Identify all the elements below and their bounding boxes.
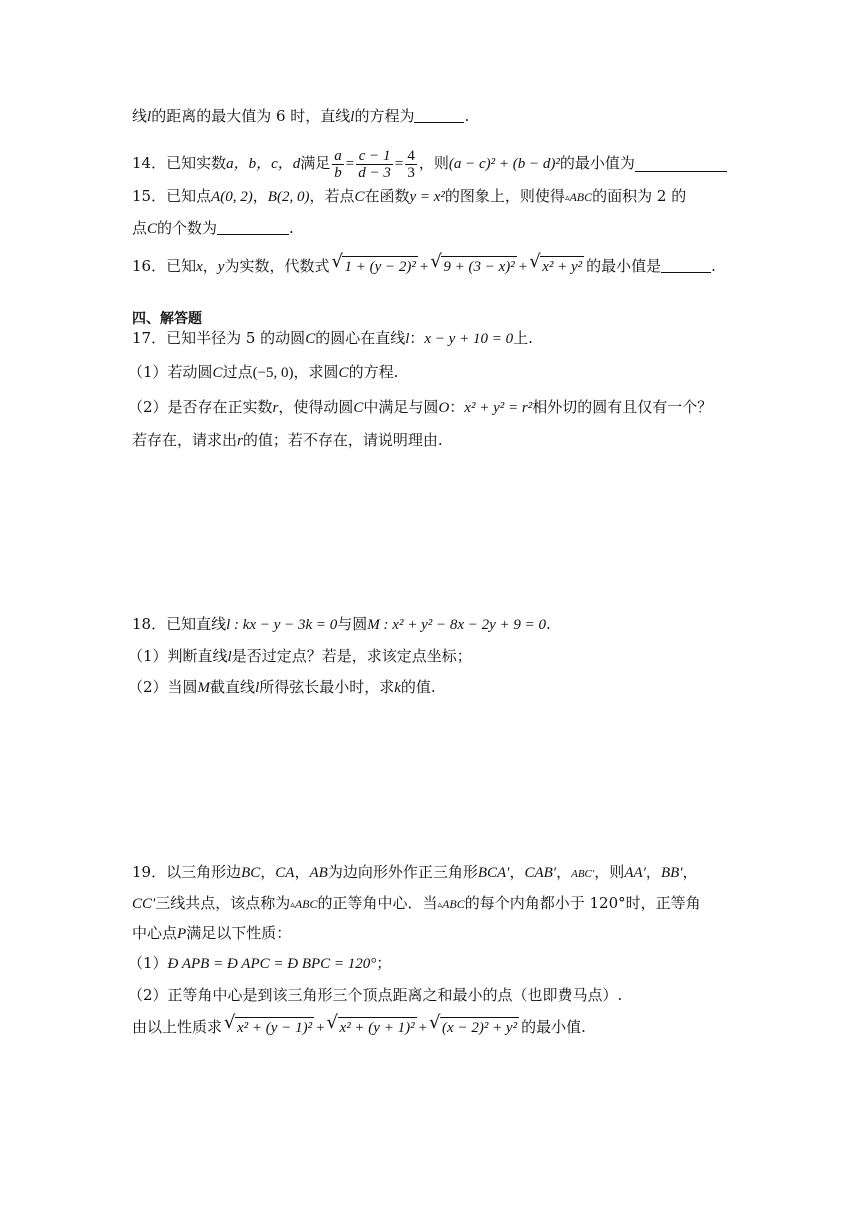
answer-blank bbox=[661, 258, 711, 273]
text: ： bbox=[449, 398, 465, 416]
question-19-line-3 bbox=[132, 923, 291, 944]
point-c: C bbox=[354, 189, 365, 205]
text: 已知 bbox=[166, 257, 197, 275]
question-18 bbox=[132, 614, 551, 635]
plus: + bbox=[316, 1020, 325, 1036]
question-15-line-1 bbox=[132, 186, 686, 208]
point-p: P bbox=[177, 926, 187, 942]
text: 为实数，代数式 bbox=[224, 257, 330, 275]
comma: ， bbox=[645, 863, 661, 881]
comma: ， bbox=[260, 863, 276, 881]
circle-c: C bbox=[212, 365, 223, 381]
text: ： bbox=[409, 329, 425, 347]
text: ，若点 bbox=[309, 187, 355, 205]
answer-blank bbox=[414, 108, 464, 123]
text: 截直线 bbox=[210, 678, 256, 696]
var-k: k bbox=[394, 680, 401, 696]
circle-equation: M : x² + y² − 8x − 2y + 9 = 0 bbox=[367, 617, 547, 633]
fraction-4-3: $\frac{4}{3}$ bbox=[407, 147, 415, 181]
text: 的最小值是 bbox=[586, 257, 662, 275]
point: (−5, 0) bbox=[252, 365, 294, 381]
text: 所得弦长最小时，求 bbox=[259, 678, 395, 696]
var-y: y bbox=[217, 259, 225, 275]
text: 的方程为 bbox=[354, 107, 415, 125]
text: . bbox=[546, 615, 551, 633]
var-r: r bbox=[272, 400, 279, 416]
text: 点 bbox=[132, 219, 148, 237]
triangle-icon: ▵ bbox=[564, 193, 570, 203]
text: 过点 bbox=[222, 363, 253, 381]
triangle-name: ABC bbox=[569, 190, 593, 204]
radical-1: √ 1 + (y − 2)² bbox=[331, 251, 416, 275]
var-x: x bbox=[196, 259, 203, 275]
side-bc: BC bbox=[241, 865, 261, 881]
text: 的面积为 2 的 bbox=[592, 187, 687, 205]
triangle-icon: ▵ bbox=[437, 900, 443, 910]
var-l: l bbox=[255, 680, 260, 696]
text: 相外切的圆有且仅有一个？ bbox=[532, 398, 713, 416]
text: （1） bbox=[128, 954, 168, 972]
question-15-line-2 bbox=[132, 218, 294, 239]
text: 若存在，请求出 bbox=[132, 431, 238, 449]
segment-bb: BB′ bbox=[660, 865, 683, 881]
question-number: 19． bbox=[132, 863, 167, 881]
plus: + bbox=[419, 259, 429, 275]
text: 上. bbox=[513, 329, 533, 347]
comma: ， bbox=[202, 257, 218, 275]
question-18-part-2 bbox=[128, 677, 436, 698]
line-equation: x − y + 10 = 0 bbox=[424, 331, 514, 347]
radical-2: √ x² + (y + 1)² bbox=[326, 1012, 415, 1036]
fraction-a-over-b: $\frac{a}{b}$ bbox=[334, 147, 342, 181]
text: 中心点 bbox=[132, 924, 178, 942]
text: ，则 bbox=[418, 154, 449, 172]
point-a: A(0, 2) bbox=[211, 189, 253, 205]
segment-aa: AA′ bbox=[624, 865, 646, 881]
question-17-part-1 bbox=[128, 362, 398, 383]
text: . bbox=[289, 219, 294, 237]
text: 的方程. bbox=[348, 363, 399, 381]
line-equation: l : kx − y − 3k = 0 bbox=[226, 617, 338, 633]
circle-o: O bbox=[438, 400, 450, 416]
text: 是否过定点？若是，求该定点坐标； bbox=[231, 647, 472, 665]
text: 的个数为 bbox=[157, 219, 218, 237]
text: ，使得动圆 bbox=[278, 398, 354, 416]
text: 的距离的最大值为 6 时，直线 bbox=[151, 107, 351, 125]
question-19-line-2 bbox=[132, 893, 701, 915]
text: 的值. bbox=[400, 678, 436, 696]
q13-continuation bbox=[132, 106, 469, 127]
text: 已知直线 bbox=[166, 615, 227, 633]
circle-c: C bbox=[305, 331, 316, 347]
variables: a，b，c，d bbox=[226, 156, 301, 172]
question-19-task bbox=[132, 1012, 586, 1038]
text: 满足 bbox=[300, 154, 331, 172]
plus: + bbox=[518, 259, 528, 275]
text: ，则 bbox=[594, 863, 625, 881]
text: ； bbox=[376, 954, 392, 972]
var-l: l bbox=[405, 331, 410, 347]
question-14 bbox=[132, 144, 727, 183]
triangle-name: ABC bbox=[442, 897, 465, 911]
function: y = x² bbox=[409, 189, 445, 205]
radical-2: √ 9 + (3 − x)² bbox=[430, 251, 515, 275]
text: 的最小值. bbox=[521, 1018, 586, 1036]
equals: = bbox=[394, 156, 404, 172]
comma: ， bbox=[682, 863, 698, 881]
text: （1）若动圆 bbox=[128, 363, 213, 381]
circle-m: M bbox=[197, 680, 211, 696]
question-number: 15． bbox=[132, 187, 167, 205]
radical-3: √ x² + y² bbox=[529, 251, 583, 275]
text: 的值；若不存在，请说明理由. bbox=[242, 431, 443, 449]
text: 的图象上，则使得 bbox=[444, 187, 565, 205]
comma: ， bbox=[294, 863, 310, 881]
var-l: l bbox=[147, 109, 152, 125]
fraction-c-d: $\frac{c - 1}{d - 3}$ bbox=[358, 147, 391, 181]
radical-3: √ (x − 2)² + y² bbox=[429, 1012, 518, 1036]
text: 的圆心在直线 bbox=[315, 329, 406, 347]
side-ab: AB bbox=[309, 865, 328, 881]
text: 已知实数 bbox=[166, 154, 227, 172]
text: 的最小值为 bbox=[559, 154, 635, 172]
side-ca: CA bbox=[275, 865, 295, 881]
triangle-bca: BCA′ bbox=[477, 865, 510, 881]
question-number: 16． bbox=[132, 257, 167, 275]
circle-c: C bbox=[338, 365, 349, 381]
text: . bbox=[711, 257, 716, 275]
question-number: 17． bbox=[132, 329, 167, 347]
text: 在函数 bbox=[364, 187, 410, 205]
text: 的正等角中心．当 bbox=[317, 894, 438, 912]
equals: = bbox=[345, 156, 355, 172]
text: . bbox=[464, 107, 470, 125]
question-19-property-2 bbox=[128, 985, 622, 1005]
text: 中满足与圆 bbox=[363, 398, 439, 416]
radical-1: √ x² + (y − 1)² bbox=[224, 1012, 313, 1036]
point-b: B(2, 0) bbox=[267, 189, 310, 205]
comma: ， bbox=[509, 863, 525, 881]
text: 满足以下性质： bbox=[186, 924, 292, 942]
text: 由以上性质求 bbox=[132, 1018, 223, 1036]
triangle-cab: CAB′ bbox=[524, 865, 557, 881]
text: （1）判断直线 bbox=[128, 647, 228, 665]
text: 已知点 bbox=[166, 187, 212, 205]
text: （2）正等角中心是到该三角形三个顶点距离之和最小的点（也即费马点）. bbox=[128, 986, 623, 1004]
question-19-property-1 bbox=[128, 953, 391, 974]
text: （2）是否存在正实数 bbox=[128, 398, 273, 416]
circle-c: C bbox=[353, 400, 364, 416]
text: 已知半径为 5 的动圆 bbox=[166, 329, 306, 347]
question-number: 18． bbox=[132, 615, 167, 633]
triangle-abc: ABC′ bbox=[571, 868, 595, 880]
comma: ， bbox=[556, 863, 572, 881]
triangle-name: ABC bbox=[294, 897, 318, 911]
text: 以三角形边 bbox=[166, 863, 242, 881]
question-18-part-1 bbox=[128, 646, 472, 667]
text: ，求圆 bbox=[293, 363, 339, 381]
point-c: C bbox=[147, 221, 158, 237]
text: 为边向形外作正三角形 bbox=[327, 863, 478, 881]
circle-equation: x² + y² = r² bbox=[464, 400, 533, 416]
question-16 bbox=[132, 251, 716, 277]
question-17-part-2 bbox=[128, 397, 712, 418]
triangle-icon: ▵ bbox=[290, 900, 295, 910]
text: 与圆 bbox=[337, 615, 368, 633]
segment-cc: CC′ bbox=[132, 896, 156, 912]
var-r: r bbox=[237, 433, 243, 449]
text: 的每个内角都小于 120°时，正等角 bbox=[464, 894, 701, 912]
answer-blank bbox=[635, 157, 727, 172]
var-l: l bbox=[350, 109, 355, 125]
text: 三线共点，该点称为 bbox=[155, 894, 291, 912]
answer-blank bbox=[217, 220, 289, 235]
var-l: l bbox=[227, 649, 232, 665]
angle-equation: Ð APB = Ð APC = Ð BPC = 120° bbox=[167, 956, 377, 972]
text: 线 bbox=[132, 107, 148, 125]
section-heading: 四、解答题 bbox=[132, 311, 202, 327]
plus: + bbox=[418, 1020, 428, 1036]
question-19-line-1 bbox=[132, 862, 698, 884]
question-17 bbox=[132, 328, 533, 349]
expression: (a − c)² + (b − d)² bbox=[448, 156, 560, 172]
question-number: 14． bbox=[132, 154, 167, 172]
text: （2）当圆 bbox=[128, 678, 198, 696]
comma: ， bbox=[252, 187, 268, 205]
question-17-part-2-cont bbox=[132, 430, 443, 451]
